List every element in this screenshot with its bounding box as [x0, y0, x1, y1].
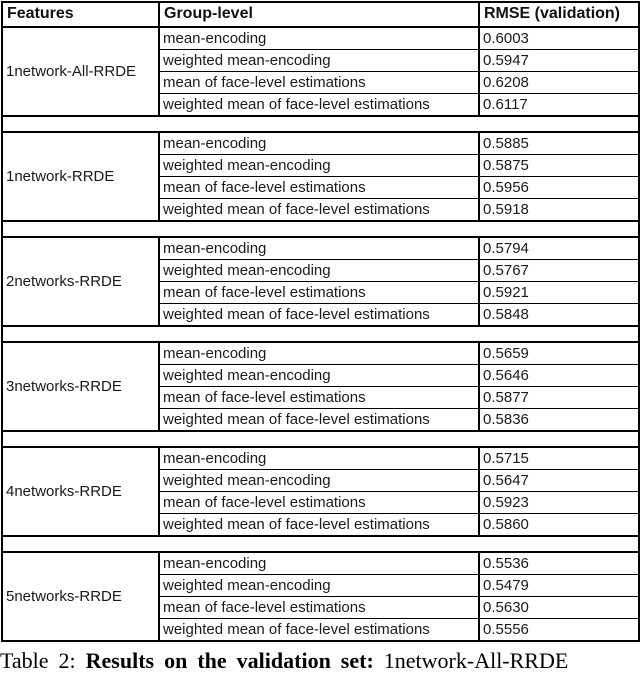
group-level-cell: mean-encoding: [159, 237, 479, 260]
rmse-cell: 0.5923: [479, 492, 639, 514]
group-level-cell: weighted mean-encoding: [159, 155, 479, 177]
rmse-cell: 0.5646: [479, 365, 639, 387]
rmse-cell: 0.5885: [479, 132, 639, 155]
results-table: [1, 1, 640, 642]
table-row: [2, 552, 639, 575]
rmse-cell: 0.5479: [479, 575, 639, 597]
group-level-cell: weighted mean-encoding: [159, 365, 479, 387]
group-level-cell: mean of face-level estimations: [159, 597, 479, 619]
rmse-cell: 0.5848: [479, 304, 639, 327]
table-row: [2, 132, 639, 155]
group-level-cell: mean of face-level estimations: [159, 177, 479, 199]
rmse-cell: 0.5536: [479, 552, 639, 575]
rmse-cell: 0.5875: [479, 155, 639, 177]
rmse-cell: 0.5794: [479, 237, 639, 260]
separator-cell: [2, 431, 639, 447]
rmse-cell: 0.5715: [479, 447, 639, 470]
header-group-level: Group-level: [159, 2, 479, 27]
group-separator-row: [2, 326, 639, 342]
group-separator-row: [2, 536, 639, 552]
table-row: [2, 27, 639, 50]
group-level-cell: mean-encoding: [159, 342, 479, 365]
group-level-cell: weighted mean of face-level estimations: [159, 199, 479, 222]
group-level-cell: weighted mean of face-level estimations: [159, 304, 479, 327]
group-level-cell: mean-encoding: [159, 132, 479, 155]
header-rmse-validation: RMSE (validation): [479, 2, 639, 27]
rmse-cell: 0.5921: [479, 282, 639, 304]
group-level-cell: mean-encoding: [159, 552, 479, 575]
group-level-cell: mean of face-level estimations: [159, 492, 479, 514]
feature-cell: 1network-RRDE: [2, 132, 159, 221]
group-level-cell: mean-encoding: [159, 27, 479, 50]
table-caption: [0, 647, 640, 675]
rmse-cell: 0.6208: [479, 72, 639, 94]
table-row: [2, 237, 639, 260]
table-row: [2, 447, 639, 470]
group-level-cell: weighted mean-encoding: [159, 50, 479, 72]
separator-cell: [2, 326, 639, 342]
rmse-cell: 0.5836: [479, 409, 639, 432]
separator-cell: [2, 116, 639, 132]
group-separator-row: [2, 431, 639, 447]
caption-rest: 1network-All-RRDE: [383, 648, 569, 673]
feature-cell: 5networks-RRDE: [2, 552, 159, 641]
table-body: [2, 27, 639, 641]
separator-cell: [2, 536, 639, 552]
group-level-cell: mean of face-level estimations: [159, 282, 479, 304]
group-separator-row: [2, 221, 639, 237]
separator-cell: [2, 221, 639, 237]
group-level-cell: weighted mean of face-level estimations: [159, 514, 479, 537]
group-level-cell: weighted mean-encoding: [159, 260, 479, 282]
header-features: Features: [2, 2, 159, 27]
group-level-cell: mean-encoding: [159, 447, 479, 470]
group-level-cell: weighted mean of face-level estimations: [159, 619, 479, 642]
rmse-cell: 0.5877: [479, 387, 639, 409]
rmse-cell: 0.5767: [479, 260, 639, 282]
rmse-cell: 0.5860: [479, 514, 639, 537]
feature-cell: 1network-All-RRDE: [2, 27, 159, 116]
group-level-cell: weighted mean of face-level estimations: [159, 94, 479, 117]
feature-cell: 4networks-RRDE: [2, 447, 159, 536]
rmse-cell: 0.5647: [479, 470, 639, 492]
rmse-cell: 0.5556: [479, 619, 639, 642]
rmse-cell: 0.5947: [479, 50, 639, 72]
rmse-cell: 0.6117: [479, 94, 639, 117]
feature-cell: 2networks-RRDE: [2, 237, 159, 326]
group-separator-row: [2, 116, 639, 132]
table-header-row: [2, 2, 639, 27]
group-level-cell: weighted mean-encoding: [159, 470, 479, 492]
rmse-cell: 0.5918: [479, 199, 639, 222]
rmse-cell: 0.5659: [479, 342, 639, 365]
group-level-cell: mean of face-level estimations: [159, 387, 479, 409]
feature-cell: 3networks-RRDE: [2, 342, 159, 431]
group-level-cell: weighted mean of face-level estimations: [159, 409, 479, 432]
rmse-cell: 0.6003: [479, 27, 639, 50]
caption-label: Table 2:: [0, 648, 76, 673]
group-level-cell: weighted mean-encoding: [159, 575, 479, 597]
rmse-cell: 0.5956: [479, 177, 639, 199]
caption-title: Results on the validation set:: [85, 648, 374, 673]
table-row: [2, 342, 639, 365]
group-level-cell: mean of face-level estimations: [159, 72, 479, 94]
rmse-cell: 0.5630: [479, 597, 639, 619]
